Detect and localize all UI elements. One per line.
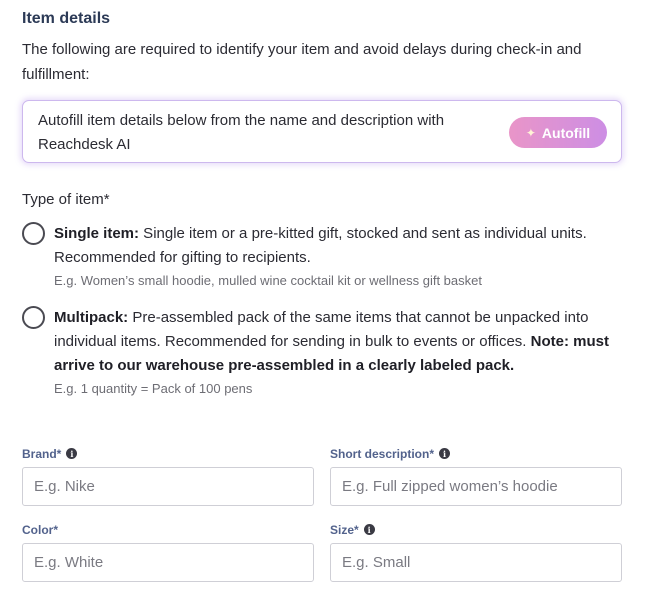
color-label	[22, 521, 314, 538]
brand-label	[22, 445, 314, 462]
brand-input[interactable]	[22, 467, 314, 506]
size-label-text: Size*	[330, 522, 359, 537]
multipack-text	[54, 306, 624, 378]
single-item-description: Single item or a pre-kitted gift, stocked and sent as individual units. Recommended for gifting to recipients.	[54, 225, 587, 266]
info-icon[interactable]: i	[66, 448, 77, 459]
multipack-title: Multipack:	[54, 309, 129, 326]
autofill-button-label: Autofill	[541, 124, 591, 141]
multipack-radio[interactable]	[22, 306, 45, 329]
single-item-radio[interactable]	[22, 222, 45, 245]
size-field	[330, 521, 622, 582]
short-description-label	[330, 445, 622, 462]
multipack-body	[54, 306, 624, 399]
single-item-text	[54, 222, 624, 270]
info-icon[interactable]: i	[439, 448, 450, 459]
short-description-label-text: Short description*	[330, 446, 435, 461]
autofill-button[interactable]	[509, 117, 607, 148]
short-description-input[interactable]	[330, 467, 622, 506]
multipack-description: Pre-assembled pack of the same items that cannot be unpacked into individual items. Recommended for sending in bulk to events or offices.	[54, 309, 589, 350]
multipack-note: Note: must arrive to our warehouse pre-assembled in a clearly labeled pack.	[54, 333, 609, 374]
short-description-field	[330, 445, 622, 506]
single-item-title: Single item:	[54, 225, 140, 242]
type-of-item-label: Type of item*	[22, 191, 110, 208]
autofill-text: Autofill item details below from the name and description with Reachdesk AI	[38, 112, 445, 153]
info-icon[interactable]: i	[364, 524, 375, 535]
size-input[interactable]	[330, 543, 622, 582]
color-input[interactable]	[22, 543, 314, 582]
brand-field	[22, 445, 314, 506]
single-item-body	[54, 222, 624, 291]
brand-label-text: Brand*	[22, 446, 62, 461]
color-label-text: Color*	[22, 522, 58, 537]
single-item-example: E.g. Women’s small hoodie, mulled wine cocktail kit or wellness gift basket	[54, 273, 482, 288]
autofill-panel	[22, 100, 622, 163]
section-intro: The following are required to identify your item and avoid delays during check-in and fulfillment:	[22, 41, 582, 83]
sparkle-icon: ✦	[525, 125, 536, 140]
multipack-example: E.g. 1 quantity = Pack of 100 pens	[54, 381, 253, 396]
size-label	[330, 521, 622, 538]
section-title: Item details	[22, 10, 111, 27]
color-field	[22, 521, 314, 582]
